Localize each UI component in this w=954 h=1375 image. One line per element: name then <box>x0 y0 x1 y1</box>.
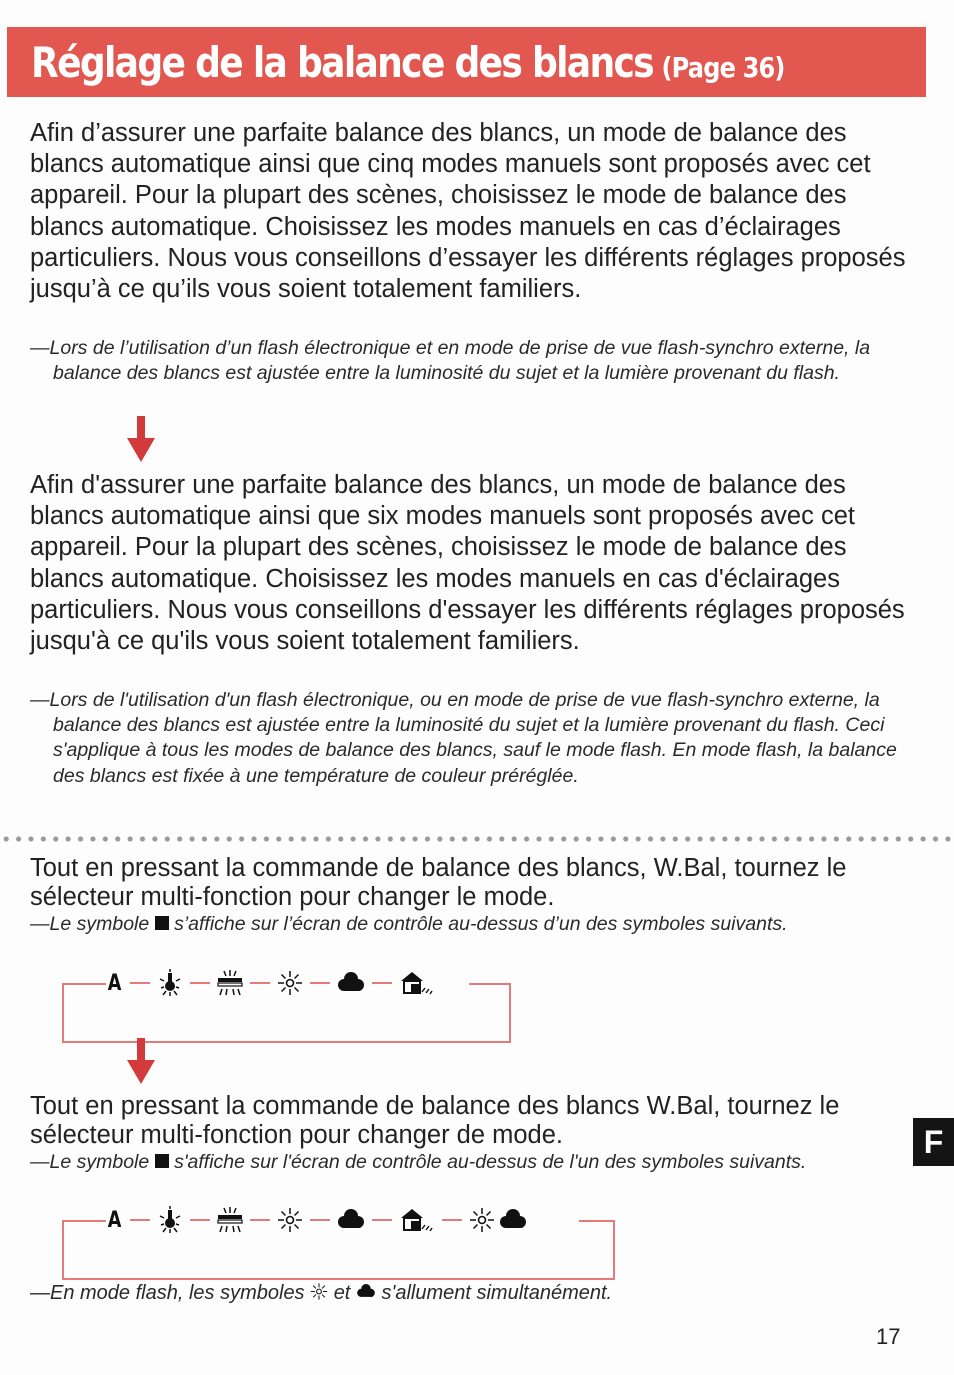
note-text-after: s’affiche sur l’écran de contrôle au-dessus d’un des symboles suivants. <box>174 913 788 935</box>
note-text-before: —Le symbole <box>30 913 150 935</box>
cloudy-icon <box>337 969 365 997</box>
auto-mode-label: A <box>107 970 122 996</box>
sunlight-icon <box>277 969 303 997</box>
section-a-paragraph: Afin d’assurer une parfaite balance des blancs, un mode de balance des blancs automatique ainsi que cinq modes manuels sont proposés avec cet appareil. Pour la plupart des scènes, choisissez le mode de balance des blancs automatique. Choisissez les modes manuels en cas d’éclairages particuliers. Nous vous conseillons d’essayer les différents réglages proposés jusqu’à ce qu’ils vous soient totalement familiers. <box>30 119 906 304</box>
page-number: 17 <box>876 1324 901 1349</box>
down-arrow-icon <box>126 416 156 464</box>
sunlight-icon <box>277 1206 303 1234</box>
section-b-note: —Lors de l'utilisation d'un flash électronique, ou en mode de prise de vue flash-synchro externe, la balance des blancs est ajustée entre la luminosité du sujet et la lumière provenant du flash. Ceci s'applique à tous les modes de balance des blancs, sauf le mode flash. En mode flash, la balance des blancs est fixée à une température de couleur préréglée. <box>30 689 897 787</box>
flash-mode-icon <box>469 1206 527 1234</box>
down-arrow-icon <box>126 1038 156 1086</box>
section-d-paragraph: Tout en pressant la commande de balance des blancs W.Bal, tournez le sélecteur multi-fonction pour changer de mode. <box>30 1092 840 1149</box>
footnote-after: s'allument simultanément. <box>381 1282 613 1304</box>
sunlight-icon <box>310 1282 328 1301</box>
section-b-paragraph: Afin d'assurer une parfaite balance des blancs, un mode de balance des blancs automatique ainsi que six modes manuels sont proposés avec cet appareil. Pour la plupart des scènes, choisissez le mode de balance des blancs automatique. Choisissez les modes manuels en cas d'éclairages particuliers. Nous vous conseillons d'essayer les différents réglages proposés jusqu'à ce qu'ils vous soient totalement familiers. <box>30 471 905 656</box>
black-square-icon <box>155 916 169 930</box>
fluorescent-icon <box>217 1206 243 1234</box>
language-tab-f: F <box>913 1118 954 1166</box>
cloudy-icon <box>356 1282 376 1301</box>
incandescent-icon <box>157 969 183 997</box>
footnote-middle: et <box>333 1282 351 1304</box>
section-d-note <box>30 1150 910 1175</box>
section-c-paragraph: Tout en pressant la commande de balance des blancs, W.Bal, tournez le sélecteur multi-fonction pour changer le mode. <box>30 854 847 911</box>
white-balance-sequence-5 <box>62 970 511 1043</box>
white-balance-sequence-6 <box>62 1207 615 1280</box>
page-title <box>31 38 785 87</box>
auto-mode-label: A <box>107 1207 122 1233</box>
title-text: Réglage de la balance des blancs <box>31 37 653 87</box>
shade-icon <box>399 1206 435 1234</box>
footnote-before: —En mode flash, les symboles <box>30 1282 305 1304</box>
page-reference: (Page 36) <box>661 50 785 84</box>
shade-icon <box>399 969 435 997</box>
black-square-icon <box>155 1154 169 1168</box>
incandescent-icon <box>157 1206 183 1234</box>
note-text-after: s'affiche sur l'écran de contrôle au-dessus de l'un des symboles suivants. <box>174 1151 807 1173</box>
dotted-divider <box>0 832 954 846</box>
cloudy-icon <box>337 1206 365 1234</box>
fluorescent-icon <box>217 969 243 997</box>
section-c-note <box>30 912 910 937</box>
note-text-before: —Le symbole <box>30 1151 150 1173</box>
flash-mode-footnote <box>30 1281 910 1306</box>
page-header-banner <box>7 27 926 97</box>
section-a-note: —Lors de l’utilisation d’un flash électronique et en mode de prise de vue flash-synchro externe, la balance des blancs est ajustée entre la luminosité du sujet et la lumière provenant du flash. <box>30 337 871 385</box>
